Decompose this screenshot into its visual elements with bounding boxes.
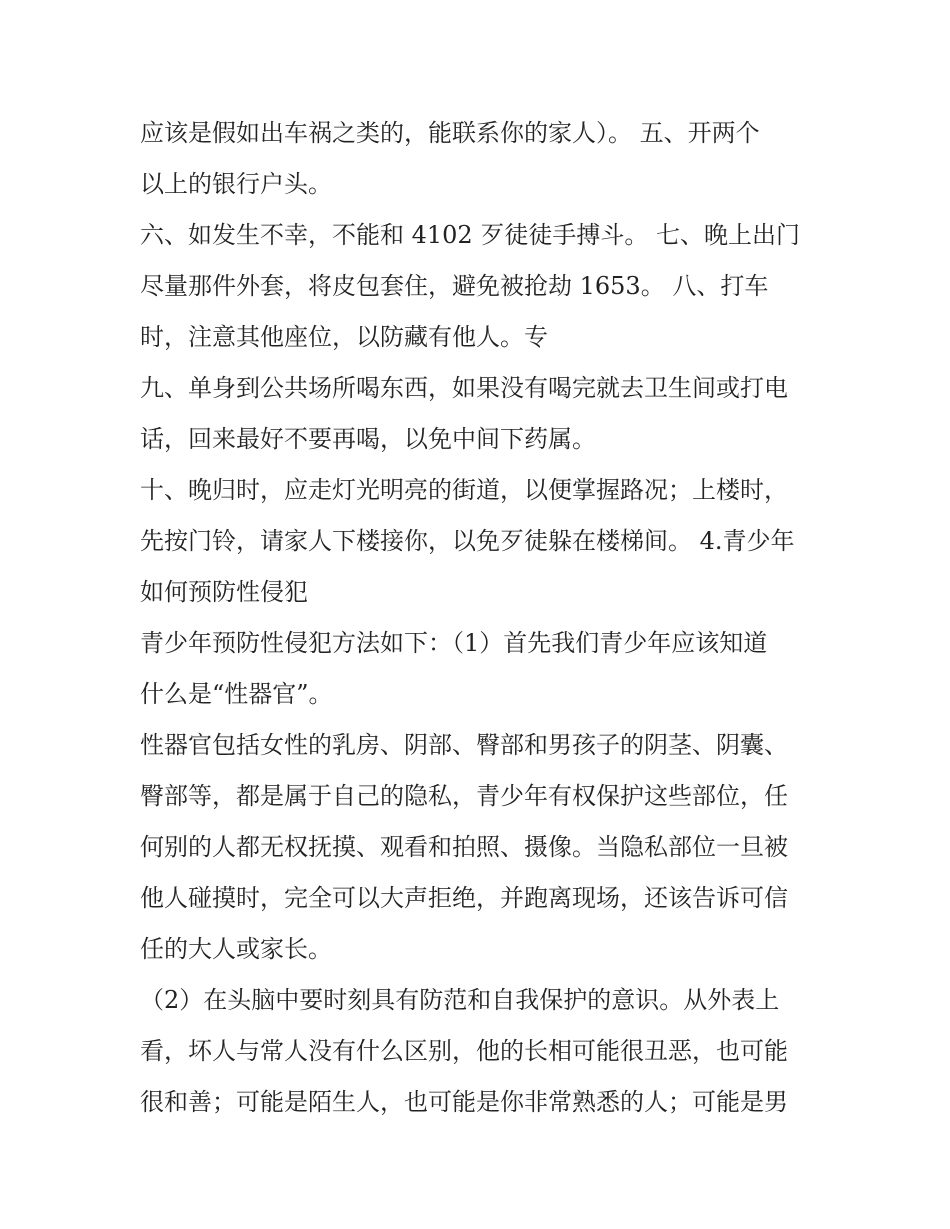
text-line: 很和善；可能是陌生人，也可能是你非常熟悉的人；可能是男: [140, 1088, 788, 1116]
document-body: [140, 108, 820, 1128]
text-line: 何别的人都无权抚摸、观看和拍照、摄像。当隐私部位一旦被: [140, 833, 788, 861]
text-line: 臀部等，都是属于自己的隐私，青少年有权保护这些部位，任: [140, 782, 788, 810]
text-line: （2）在头脑中要时刻具有防范和自我保护的意识。从外表上: [140, 986, 780, 1014]
text-line: 尽量那件外套，将皮包套住，避免被抢劫 1653。 八、打车: [140, 272, 769, 300]
text-line: 以上的银行户头。: [140, 170, 332, 198]
text-line: 九、单身到公共场所喝东西，如果没有喝完就去卫生间或打电: [140, 374, 788, 402]
text-line: 如何预防性侵犯: [140, 578, 308, 606]
text-line: 什么是“性器官”。: [140, 680, 333, 708]
text-line: 看，坏人与常人没有什么区别，他的长相可能很丑恶，也可能: [140, 1037, 788, 1065]
text-line: 他人碰摸时，完全可以大声拒绝，并跑离现场，还该告诉可信: [140, 884, 788, 912]
text-line: 话，回来最好不要再喝，以免中间下药属。: [140, 425, 596, 453]
text-line: 应该是假如出车祸之类的，能联系你的家人）。 五、开两个: [140, 119, 760, 147]
text-line: 六、如发生不幸，不能和 4102 歹徒徒手搏斗。 七、晚上出门: [140, 221, 800, 249]
text-line: 时，注意其他座位，以防藏有他人。专: [140, 323, 548, 351]
text-line: 先按门铃，请家人下楼接你，以免歹徒躲在楼梯间。 4.青少年: [140, 527, 795, 555]
text-line: 任的大人或家长。: [140, 935, 332, 963]
text-line: 十、晚归时，应走灯光明亮的街道，以便掌握路况；上楼时，: [140, 476, 788, 504]
text-line: 性器官包括女性的乳房、阴部、臀部和男孩子的阴茎、阴囊、: [140, 731, 788, 759]
text-line: 青少年预防性侵犯方法如下：（1）首先我们青少年应该知道: [140, 629, 768, 657]
